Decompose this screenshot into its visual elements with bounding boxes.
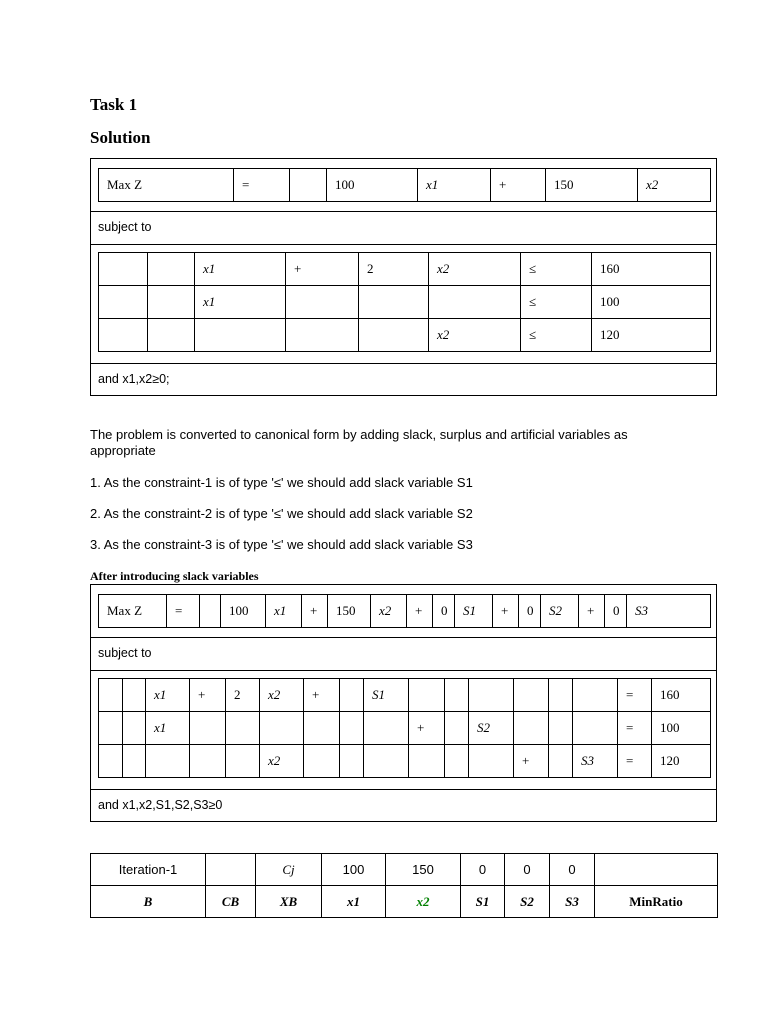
constraint-cell: ≤ [521, 253, 592, 286]
slack-objective-cell: + [407, 595, 433, 628]
column-header: S3 [550, 886, 595, 918]
step-3: 3. As the constraint-3 is of type '≤' we should add slack variable S3 [90, 537, 473, 552]
slack-constraint-cell [469, 679, 514, 712]
constraint-cell: 100 [592, 286, 711, 319]
constraint-cell [99, 253, 148, 286]
slack-objective-cell: = [167, 595, 200, 628]
slack-objective-cell: x1 [266, 595, 302, 628]
constraint-cell [286, 286, 359, 319]
slack-constraint-cell [514, 712, 549, 745]
constraint-cell [99, 319, 148, 352]
intro-paragraph: The problem is converted to canonical form by adding slack, surplus and artificial variables as appropriate [90, 427, 628, 458]
constraint-cell: x1 [195, 286, 286, 319]
slack-objective-cell: 100 [221, 595, 266, 628]
slack-constraint-cell [340, 745, 364, 778]
slack-constraint-cell [364, 745, 409, 778]
row-divider [91, 244, 716, 245]
column-header: XB [256, 886, 322, 918]
problem-box [90, 158, 717, 396]
slack-constraint-cell [123, 745, 146, 778]
slack-constraint-cell: + [514, 745, 549, 778]
iteration-label: Iteration-1 [91, 854, 206, 886]
slack-constraint-cell: = [618, 745, 652, 778]
constraints-table [98, 252, 711, 352]
iteration-cell [595, 854, 718, 886]
slack-constraint-cell [226, 745, 260, 778]
slack-objective-cell: S3 [627, 595, 711, 628]
constraint-row [99, 286, 711, 319]
iteration-cell: 0 [550, 854, 595, 886]
slack-constraint-cell: = [618, 679, 652, 712]
slack-constraint-cell: + [409, 712, 445, 745]
slack-constraint-cell [340, 679, 364, 712]
constraint-cell [148, 286, 195, 319]
slack-constraint-cell [409, 745, 445, 778]
constraint-cell: ≤ [521, 319, 592, 352]
objective-table [98, 168, 711, 202]
constraint-cell: x2 [429, 319, 521, 352]
column-header: MinRatio [595, 886, 718, 918]
slack-constraint-cell: 2 [226, 679, 260, 712]
slack-constraint-cell [190, 712, 226, 745]
objective-cell: = [234, 169, 290, 202]
iteration-table [90, 853, 718, 918]
slack-constraint-cell [123, 712, 146, 745]
row-divider [91, 789, 716, 790]
iteration-cell [206, 854, 256, 886]
slack-objective-cell: + [302, 595, 328, 628]
slack-constraint-cell [445, 712, 469, 745]
slack-constraint-cell [445, 679, 469, 712]
slack-objective-cell: + [579, 595, 605, 628]
slack-constraint-cell: 100 [652, 712, 711, 745]
objective-cell: 150 [546, 169, 638, 202]
slack-objective-cell: Max Z [99, 595, 167, 628]
slack-objective-row [99, 595, 711, 628]
slack-constraints-table [98, 678, 711, 778]
constraint-cell: x2 [429, 253, 521, 286]
constraint-row [99, 253, 711, 286]
slack-constraint-cell [99, 712, 123, 745]
slack-constraint-cell [123, 679, 146, 712]
slack-constraint-cell [190, 745, 226, 778]
slack-objective-cell: + [493, 595, 519, 628]
column-header: S1 [461, 886, 505, 918]
column-header: S2 [505, 886, 550, 918]
constraint-cell: ≤ [521, 286, 592, 319]
slack-constraint-cell [99, 679, 123, 712]
slack-objective-cell: 0 [605, 595, 627, 628]
slack-constraint-cell: + [304, 679, 340, 712]
objective-cell [290, 169, 327, 202]
constraint-cell [195, 319, 286, 352]
slack-objective-cell: x2 [371, 595, 407, 628]
row-divider [91, 363, 716, 364]
task-heading: Task 1 [90, 95, 138, 114]
constraint-cell: x1 [195, 253, 286, 286]
slack-constraint-row [99, 745, 711, 778]
column-header: CB [206, 886, 256, 918]
iteration-cell: 0 [505, 854, 550, 886]
slack-constraint-cell [364, 712, 409, 745]
slack-constraint-cell [260, 712, 304, 745]
slack-constraint-cell: S1 [364, 679, 409, 712]
slack-constraint-cell: + [190, 679, 226, 712]
objective-cell: Max Z [99, 169, 234, 202]
slack-constraint-cell [549, 712, 573, 745]
row-divider [91, 211, 716, 212]
slack-constraint-row [99, 679, 711, 712]
solution-heading: Solution [90, 128, 151, 147]
iteration-columns-row [91, 886, 718, 918]
slack-constraint-cell: x2 [260, 745, 304, 778]
slack-constraint-cell [469, 745, 514, 778]
iteration-cell: 0 [461, 854, 505, 886]
slack-constraint-cell: x1 [146, 679, 190, 712]
constraint-cell [359, 286, 429, 319]
slack-constraint-cell: x1 [146, 712, 190, 745]
constraint-cell: + [286, 253, 359, 286]
nonneg-label: and x1,x2≥0; [98, 372, 170, 386]
row-divider [91, 670, 716, 671]
slack-constraint-cell [573, 679, 618, 712]
slack-nonneg-label: and x1,x2,S1,S2,S3≥0 [98, 798, 223, 812]
slack-constraint-cell: S2 [469, 712, 514, 745]
constraint-cell: 160 [592, 253, 711, 286]
slack-constraint-cell [146, 745, 190, 778]
slack-constraint-cell [549, 745, 573, 778]
objective-cell: 100 [327, 169, 418, 202]
slack-constraint-cell [99, 745, 123, 778]
constraint-cell [148, 319, 195, 352]
constraint-cell: 2 [359, 253, 429, 286]
column-header: B [91, 886, 206, 918]
objective-cell: + [491, 169, 546, 202]
slack-constraint-cell [340, 712, 364, 745]
iteration-cell: 100 [322, 854, 386, 886]
slack-constraint-cell [226, 712, 260, 745]
objective-cell: x1 [418, 169, 491, 202]
slack-constraint-cell: 160 [652, 679, 711, 712]
slack-constraint-cell: x2 [260, 679, 304, 712]
step-2: 2. As the constraint-2 is of type '≤' we should add slack variable S2 [90, 506, 473, 521]
entering-variable-header: x2 [386, 886, 461, 918]
slack-objective-table [98, 594, 711, 628]
slack-constraint-cell: S3 [573, 745, 618, 778]
slack-objective-cell: 150 [328, 595, 371, 628]
slack-constraint-cell: 120 [652, 745, 711, 778]
column-header: x1 [322, 886, 386, 918]
slack-subject-to-label: subject to [98, 646, 152, 660]
slack-objective-cell: S1 [455, 595, 493, 628]
slack-constraint-cell [304, 712, 340, 745]
cj-label: Cj [256, 854, 322, 886]
constraint-cell [429, 286, 521, 319]
slack-objective-cell: 0 [433, 595, 455, 628]
constraint-cell [148, 253, 195, 286]
objective-row [99, 169, 711, 202]
slack-constraint-cell [514, 679, 549, 712]
iteration-header-row [91, 854, 718, 886]
slack-objective-cell [200, 595, 221, 628]
constraint-cell [286, 319, 359, 352]
slack-objective-cell: 0 [519, 595, 541, 628]
slack-constraint-cell [445, 745, 469, 778]
constraint-cell [99, 286, 148, 319]
constraint-cell: 120 [592, 319, 711, 352]
objective-cell: x2 [638, 169, 711, 202]
row-divider [91, 637, 716, 638]
step-1: 1. As the constraint-1 is of type '≤' we should add slack variable S1 [90, 475, 473, 490]
slack-constraint-cell [304, 745, 340, 778]
constraint-cell [359, 319, 429, 352]
iteration-cell: 150 [386, 854, 461, 886]
slack-problem-box [90, 584, 717, 822]
slack-constraint-cell [573, 712, 618, 745]
slack-constraint-cell: = [618, 712, 652, 745]
slack-objective-cell: S2 [541, 595, 579, 628]
subject-to-label: subject to [98, 220, 152, 234]
slack-constraint-cell [549, 679, 573, 712]
slack-constraint-cell [409, 679, 445, 712]
slack-constraint-row [99, 712, 711, 745]
slack-heading: After introducing slack variables [90, 569, 259, 583]
constraint-row [99, 319, 711, 352]
